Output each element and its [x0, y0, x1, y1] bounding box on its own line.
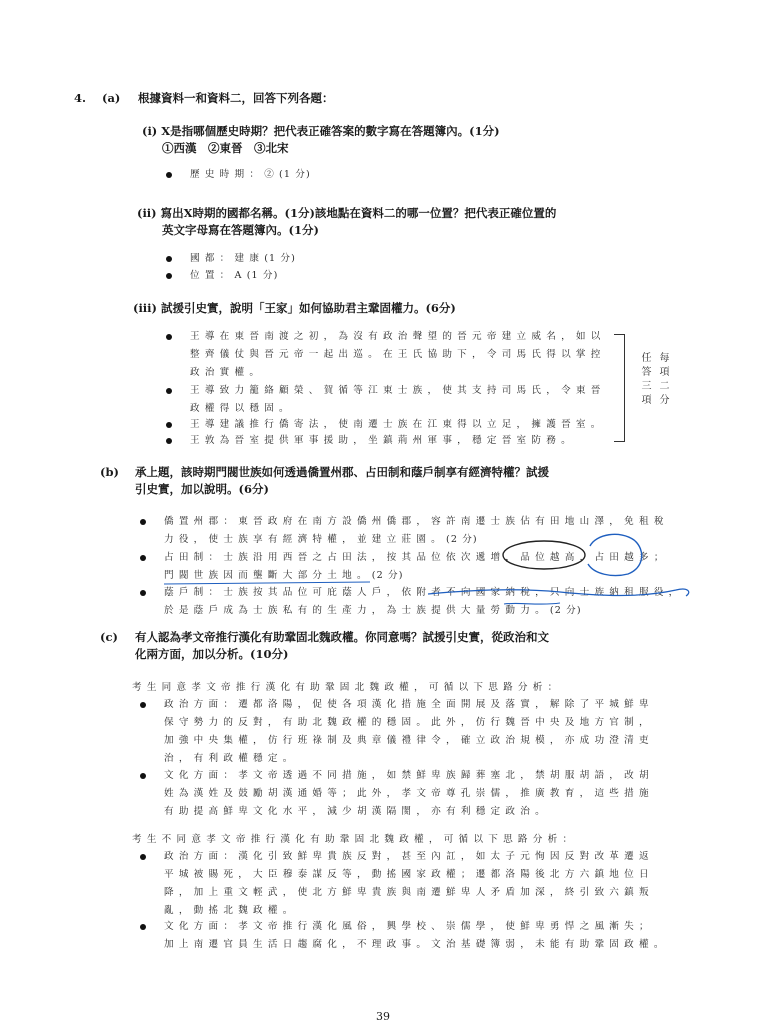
part-c-agree-line: 姓 為 漢 姓 及 鼓 勵 胡 漢 通 婚 等 ； 此 外 ， 孝 文 帝 尊 孔 崇 儒 ， 推 廣 教 育 ， 這 些 措 施	[164, 788, 650, 799]
part-c-disagree-line: 政 治 方 面 ： 漢 化 引 致 鮮 卑 貴 族 反 對 ， 甚 至 內 訌 ， 如 太 子 元 恂 因 反 對 改 革 遷 返	[164, 851, 650, 862]
underline-annotation	[164, 582, 370, 584]
blue-circle-annotation	[588, 534, 642, 575]
circle-annotation	[503, 541, 585, 569]
part-c-agree-intro: 考 生 同 意 孝 文 帝 推 行 漢 化 有 助 鞏 固 北 魏 政 權 ， 可 循 以 下 思 路 分 析 ：	[132, 682, 559, 693]
part-c-agree-line: 有 助 提 高 鮮 卑 文 化 水 平 ， 減 少 胡 漢 隔 閡 ， 亦 有 利 穩 定 政 治 。	[164, 806, 546, 817]
part-c-disagree-line: 亂 ， 動 搖 北 魏 政 權 。	[164, 905, 294, 916]
part-b-question-line2: 引史實，加以說明。(6分)	[135, 482, 269, 496]
part-c-disagree-line: 降 ， 加 上 重 文 輕 武 ， 使 北 方 鮮 卑 貴 族 與 南 遷 鮮 卑 人 矛 盾 加 深 ， 終 引 致 六 鎮 叛	[164, 887, 650, 898]
sub-iii-answer-line: 王 導 致 力 籠 絡 顧 榮 、 賀 循 等 江 東 士 族 ， 使 其 支 持 司 馬 氏 ， 令 東 晉	[190, 385, 602, 396]
part-b-answer-line: 占 田 制 ： 士 族 沿 用 西 晉 之 占 田 法 ， 按 其 品 位 依 次 遞 增 ， 品 位 越 高 ， 占 田 越 多 ；	[164, 552, 665, 563]
part-c-agree-line: 文 化 方 面 ： 孝 文 帝 透 過 不 同 措 施 ， 如 禁 鮮 卑 族 歸 葬 塞 北 ， 禁 胡 服 胡 語 ， 改 胡	[164, 770, 650, 781]
part-b-answer-line: 蔭 戶 制 ： 士 族 按 其 品 位 可 庇 蔭 人 戶 ， 依 附 者 不 向 國 家 納 稅 ， 只 向 士 族 納 租 服 役 ，	[164, 587, 680, 598]
part-b-answer-line: 力 役 ， 使 士 族 享 有 經 濟 特 權 ， 並 建 立 莊 園 。 (2 分)	[164, 534, 478, 545]
marking-note-col1: 每項二分	[657, 352, 668, 408]
sub-i-options: ①西漢 ②東晉 ③北宋	[162, 141, 289, 155]
sub-i-answer: 歷 史 時 期 ： ② (1 分)	[190, 169, 311, 180]
part-c-question-line2: 化兩方面，加以分析。(10分)	[135, 647, 289, 661]
question-number: 4.	[74, 91, 87, 105]
part-a-intro: 根據資料一和資料二，回答下列各題：	[138, 91, 334, 105]
part-b-answer-line: 門 閥 世 族 因 而 壟 斷 大 部 分 土 地 。 (2 分)	[164, 570, 404, 581]
part-c-label: (c)	[100, 630, 118, 644]
marking-note-col2: 任答三項	[639, 352, 650, 408]
sub-ii-answer-position: 位 置 ： A (1 分)	[190, 270, 279, 281]
part-c-agree-line: 治 ， 有 利 政 權 穩 定 。	[164, 753, 294, 764]
sub-iii-question: (iii) 試援引史實，說明「王家」如何協助君主鞏固權力。(6分)	[133, 301, 456, 315]
part-c-agree-line: 政 治 方 面 ： 遷 都 洛 陽 ， 促 使 各 項 漢 化 措 施 全 面 開 展 及 落 實 ， 解 除 了 平 城 鮮 卑	[164, 699, 650, 710]
sub-iii-answer-line: 王 導 建 議 推 行 僑 寄 法 ， 使 南 遷 士 族 在 江 東 得 以 立 足 ， 擁 護 晉 室 。	[190, 419, 602, 430]
part-b-answer-line: 於 是 蔭 戶 成 為 士 族 私 有 的 生 產 力 ， 為 士 族 提 供 大 量 勞 動 力 。 (2 分)	[164, 605, 582, 616]
part-c-disagree-line: 加 上 南 遷 官 員 生 活 日 趨 腐 化 ， 不 理 政 事 。 文 治 基 礎 簿 弱 ， 未 能 有 助 鞏 固 政 權 。	[164, 939, 665, 950]
part-c-disagree-line: 文 化 方 面 ： 孝 文 帝 推 行 漢 化 風 俗 ， 興 學 校 、 崇 儒 學 ， 使 鮮 卑 勇 悍 之 風 漸 失 ；	[164, 921, 650, 932]
sub-iii-answer-line: 整 齊 儀 仗 與 晉 元 帝 一 起 出 巡 。 在 王 氏 協 助 下 ， 令 司 馬 氏 得 以 掌 控	[190, 349, 602, 360]
part-b-question-line1: 承上題，該時期門閥世族如何透過僑置州郡、占田制和蔭戶制享有經濟特權？試援	[135, 465, 549, 479]
part-c-question-line1: 有人認為孝文帝推行漢化有助鞏固北魏政權。你同意嗎？試援引史實，從政治和文	[135, 630, 549, 644]
sub-ii-answer-capital: 國 都 ： 建 康 (1 分)	[190, 253, 296, 264]
sub-i-question-line1: (i) X是指哪個歷史時期？把代表正確答案的數字寫在答題簿內。(1分)	[142, 124, 500, 138]
part-c-agree-line: 保 守 勢 力 的 反 對 ， 有 助 北 魏 政 權 的 穩 固 。 此 外 ， 仿 行 魏 晉 中 央 及 地 方 官 制 ，	[164, 717, 650, 728]
sub-iii-answer-line: 王 導 在 東 晉 南 渡 之 初 ， 為 沒 有 政 治 聲 望 的 晉 元 帝 建 立 威 名 ， 如 以	[190, 331, 602, 342]
part-b-label: (b)	[100, 465, 119, 479]
underline-annotation	[504, 603, 560, 604]
sub-ii-question-line2: 英文字母寫在答題簿內。(1分)	[162, 223, 319, 237]
part-c-disagree-intro: 考 生 不 同 意 孝 文 帝 推 行 漢 化 有 助 鞏 固 北 魏 政 權 ， 可 循 以 下 思 路 分 析 ：	[132, 834, 574, 845]
page-number: 39	[376, 1010, 390, 1023]
part-a-label: (a)	[102, 91, 121, 105]
part-c-agree-line: 加 強 中 央 集 權 ， 仿 行 班 祿 制 及 典 章 儀 禮 律 令 ， 確 立 政 治 規 模 ， 亦 成 功 澄 清 吏	[164, 735, 650, 746]
sub-ii-question-line1: (ii) 寫出X時期的國都名稱。(1分)該地點在資料二的哪一位置？把代表正確位置的	[137, 206, 557, 220]
part-b-answer-line: 僑 置 州 郡 ： 東 晉 政 府 在 南 方 設 僑 州 僑 郡 ， 容 許 南 遷 士 族 佔 有 田 地 山 澤 ， 免 租 稅	[164, 516, 665, 527]
sub-iii-answer-line: 政 權 得 以 穩 固 。	[190, 403, 290, 414]
sub-iii-answer-line: 政 治 實 權 。	[190, 367, 261, 378]
part-c-disagree-line: 平 城 被 賜 死 ， 大 臣 穆 泰 謀 反 等 ， 動 搖 國 家 政 權 ； 遷 都 洛 陽 後 北 方 六 鎮 地 位 日	[164, 869, 650, 880]
sub-iii-answer-line: 王 敦 為 晉 室 提 供 軍 事 援 助 ， 坐 鎮 荊 州 軍 事 ， 穩 定 晉 室 防 務 。	[190, 435, 572, 446]
underline-annotation	[428, 589, 689, 596]
